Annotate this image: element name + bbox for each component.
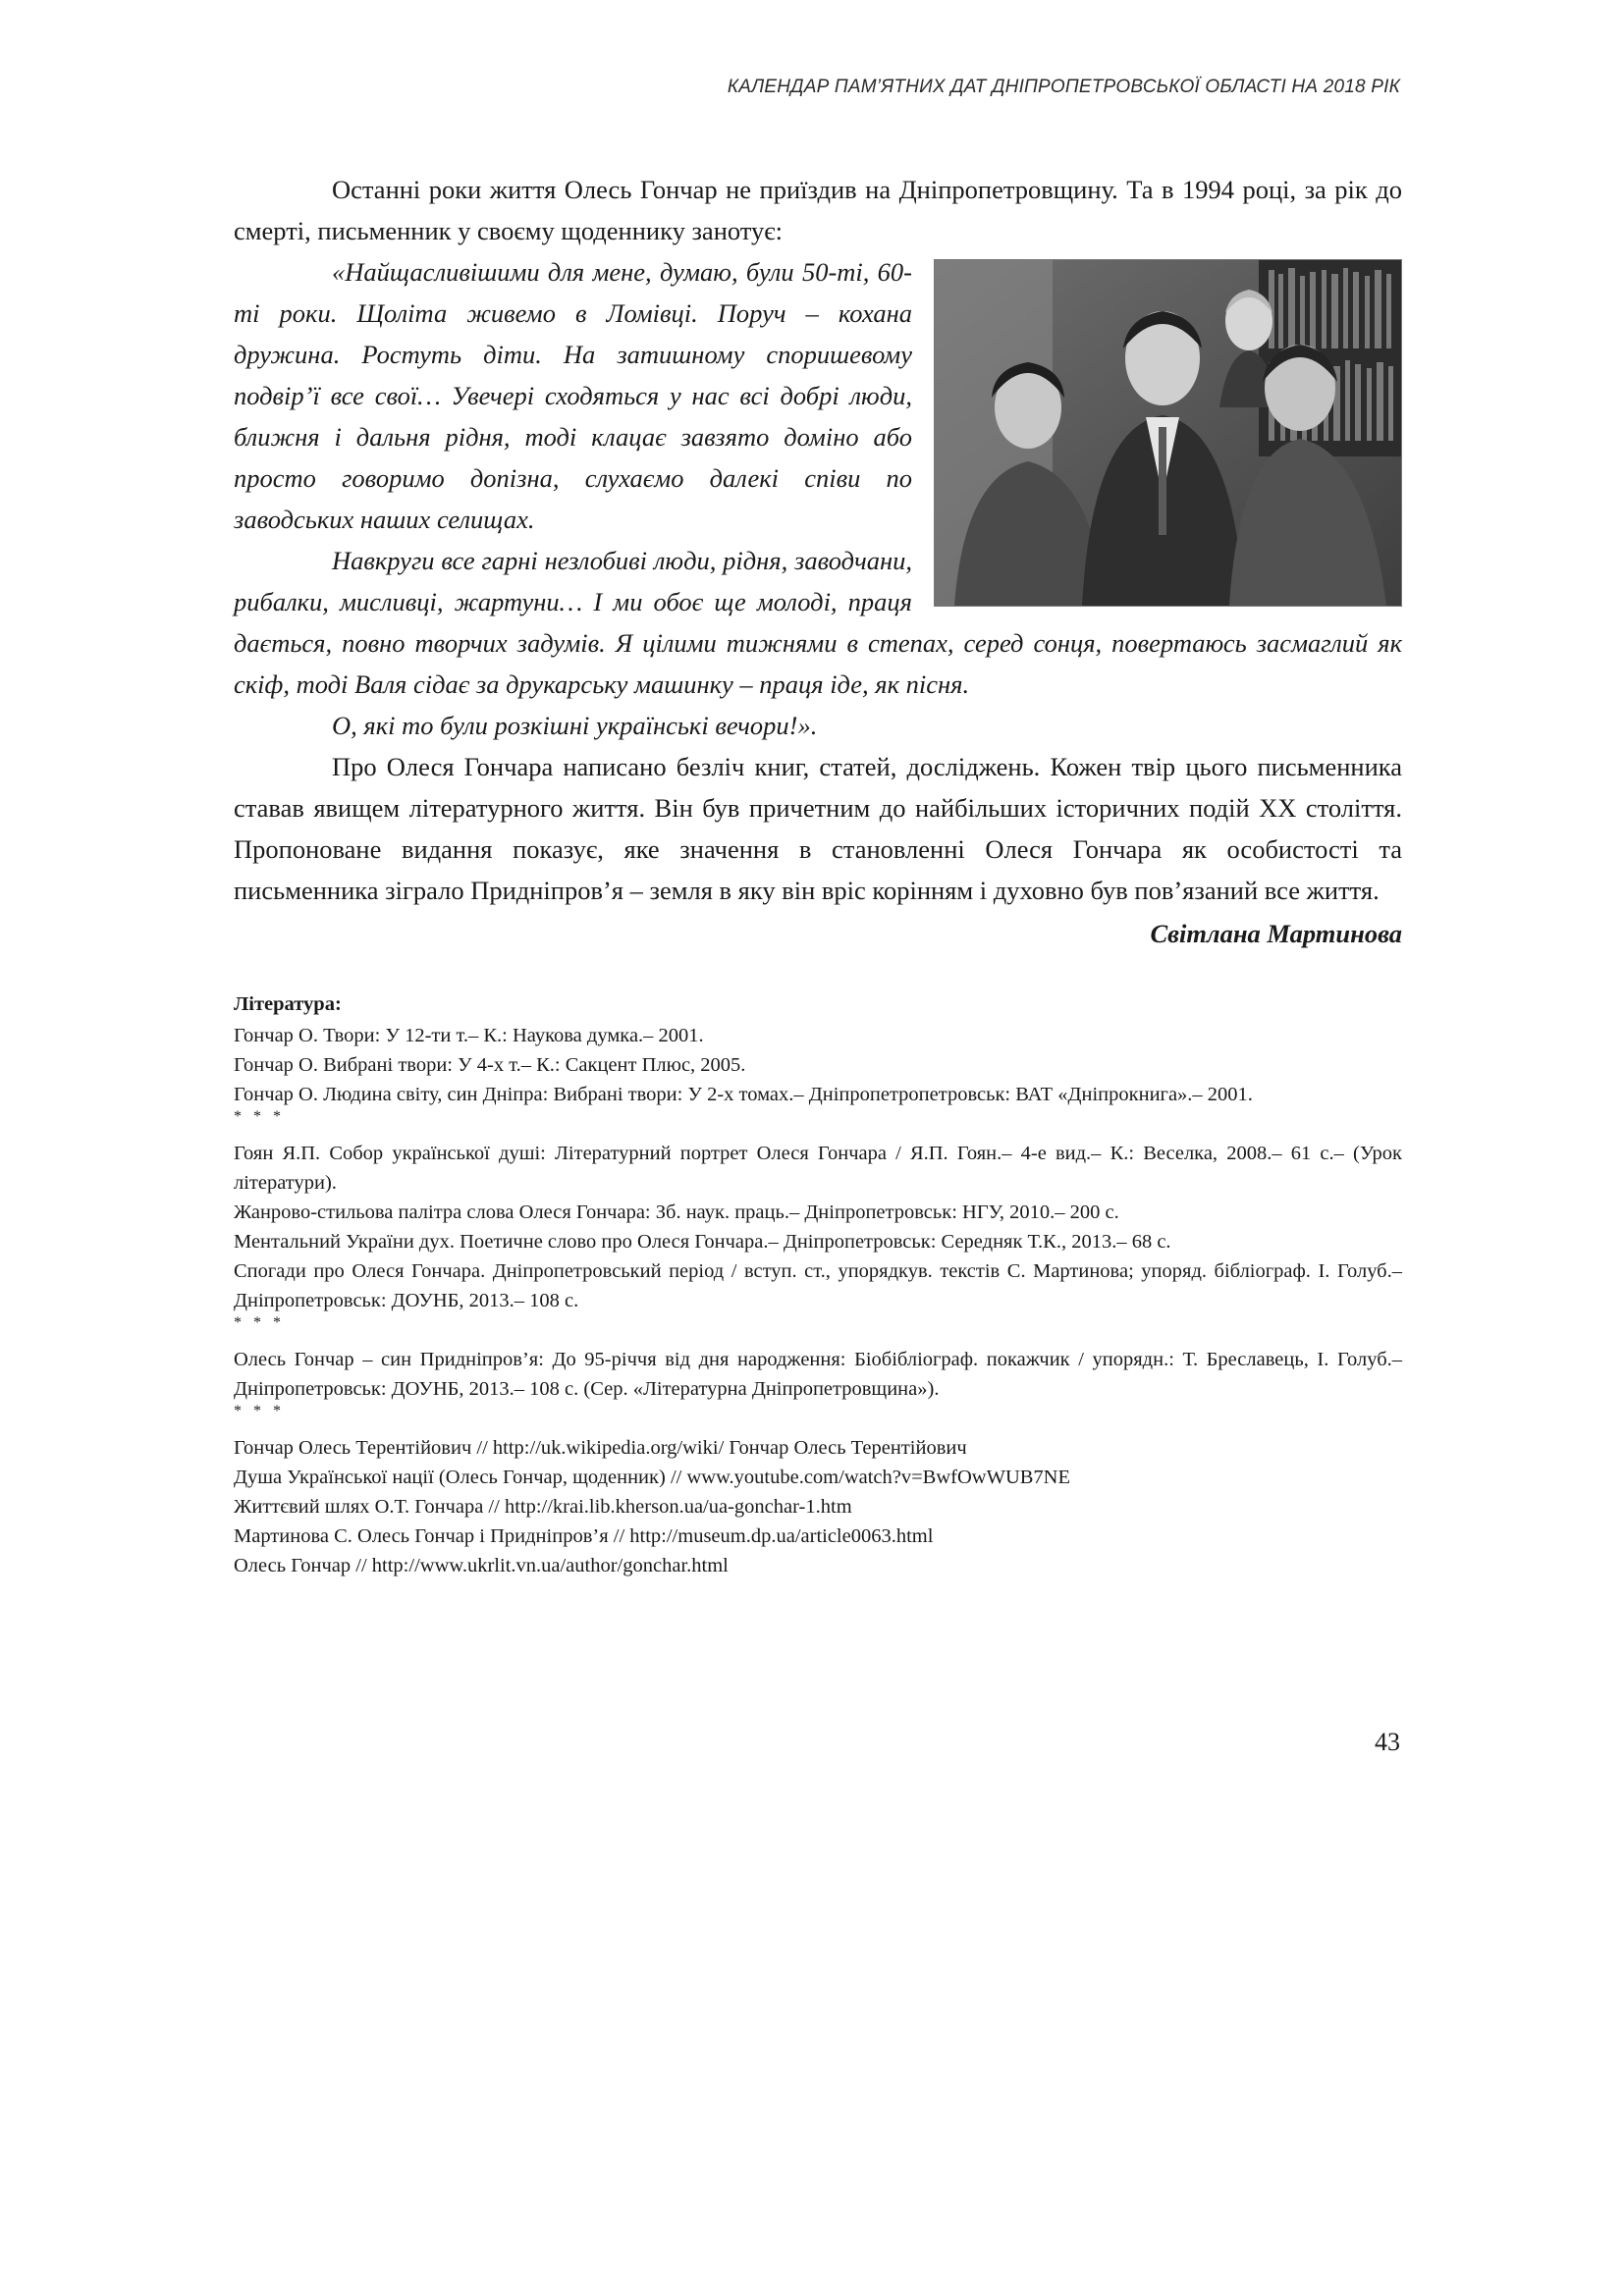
literature-link-item: Гончар Олесь Терентійович // http://uk.wikipedia.org/wiki/ Гончар Олесь Терентійович bbox=[234, 1437, 967, 1459]
literature-separator: * * * bbox=[234, 1314, 285, 1331]
literature-link-item: Мартинова С. Олесь Гончар і Придніпров’я // http://museum.dp.ua/article0063.html bbox=[234, 1525, 934, 1547]
literature-item: Гончар О. Людина світу, син Дніпра: Вибрані твори: У 2-х томах.– Дніпропетропетровськ: ВАТ «Дніпрокнига».– 2001. bbox=[234, 1084, 1253, 1105]
family-photo-image bbox=[935, 260, 1401, 606]
author-signature: Світлана Мартинова bbox=[1150, 919, 1402, 948]
literature-item: Спогади про Олеся Гончара. Дніпропетровський період / вступ. ст., упорядкув. текстів С. Мартинова; упоряд. бібліограф. І. Голуб.– Дніпропетровськ: ДОУНБ, 2013.– 108 с. bbox=[234, 1260, 1402, 1311]
literature-item: Ментальний України дух. Поетичне слово про Олеся Гончара.– Дніпропетровськ: Середняк Т.К., 2013.– 68 с. bbox=[234, 1231, 1171, 1253]
literature-item: Гончар О. Твори: У 12-ти т.– К.: Наукова думка.– 2001. bbox=[234, 1025, 704, 1046]
literature-item: Жанрово-стильова палітра слова Олеся Гончара: Зб. наук. праць.– Дніпропетровськ: НГУ, 2010.– 200 с. bbox=[234, 1201, 1119, 1223]
literature-link-item: Олесь Гончар // http://www.ukrlit.vn.ua/author/gonchar.html bbox=[234, 1555, 729, 1576]
diary-quote-paragraph-1: «Найщасливішими для мене, думаю, були 50-ті, 60-ті роки. Щоліта живемо в Ломівці. Поруч – кохана дружина. Ростуть діти. На затишному споришевому подвір’ї все свої… Увечері сходяться у нас всі добрі люди, ближня і дальня рідня, тоді клацає завзято доміно або просто говоримо допізна, слухаємо далекі співи по заводських наших селищах. bbox=[234, 257, 912, 534]
literature-item: Гоян Я.П. Собор української душі: Літературний портрет Олеся Гончара / Я.П. Гоян.– 4-е вид.– К.: Веселка, 2008.– 61 с.– (Урок літератури). bbox=[234, 1143, 1402, 1194]
diary-quote-paragraph-3: О, які то були розкішні українські вечори!». bbox=[332, 711, 818, 740]
family-photo bbox=[934, 259, 1402, 607]
closing-paragraph: Про Олеся Гончара написано безліч книг, статей, досліджень. Кожен твір цього письменника ставав явищем літературного життя. Він був причетним до найбільших історичних подій ХХ століття. Пропоноване видання показує, яке значення в становленні Олеся Гончара як особистості та письменника зіграло Придніпров’я – земля в яку він вріс корінням і духовно був пов’язаний все життя. bbox=[234, 752, 1402, 905]
page-number: 43 bbox=[1375, 1728, 1400, 1756]
literature-link-item: Душа Української нації (Олесь Гончар, щоденник) // www.youtube.com/watch?v=BwfOwWUB7NE bbox=[234, 1467, 1071, 1488]
literature-item: Олесь Гончар – син Придніпров’я: До 95-річчя від дня народження: Біобібліограф. покажчик / упорядн.: Т. Бреславець, І. Голуб.– Дніпропетровськ: ДОУНБ, 2013.– 108 с. (Сер. «Літературна Дніпропетровщина»). bbox=[234, 1349, 1402, 1400]
literature-heading: Література: bbox=[234, 993, 342, 1015]
literature-item: Гончар О. Вибрані твори: У 4-х т.– К.: Сакцент Плюс, 2005. bbox=[234, 1054, 746, 1076]
diary-quote-paragraph-2: Навкруги все гарні незлобиві люди, рідня, заводчани, рибалки, мисливці, жартуни… І ми обоє ще молоді, праця дається, повно творчих задумів. Я цілими тижнями в степах, серед сонця, повертаюсь засмаглий як скіф, тоді Валя сідає за друкарську машинку – праця іде, як пісня. bbox=[234, 546, 1402, 699]
literature-separator: * * * bbox=[234, 1108, 285, 1125]
literature-section bbox=[234, 989, 1402, 1580]
running-header: КАЛЕНДАР ПАМ’ЯТНИХ ДАТ ДНІПРОПЕТРОВСЬКОЇ ОБЛАСТІ НА 2018 РІК bbox=[727, 77, 1400, 97]
literature-link-item: Життєвий шлях О.Т. Гончара // http://krai.lib.kherson.ua/ua-gonchar-1.htm bbox=[234, 1496, 852, 1518]
literature-separator: * * * bbox=[234, 1403, 285, 1419]
page-content bbox=[234, 169, 1402, 1580]
intro-paragraph: Останні роки життя Олесь Гончар не приїздив на Дніпропетровщину. Та в 1994 році, за рік до смерті, письменник у своєму щоденнику занотує: bbox=[234, 175, 1402, 245]
